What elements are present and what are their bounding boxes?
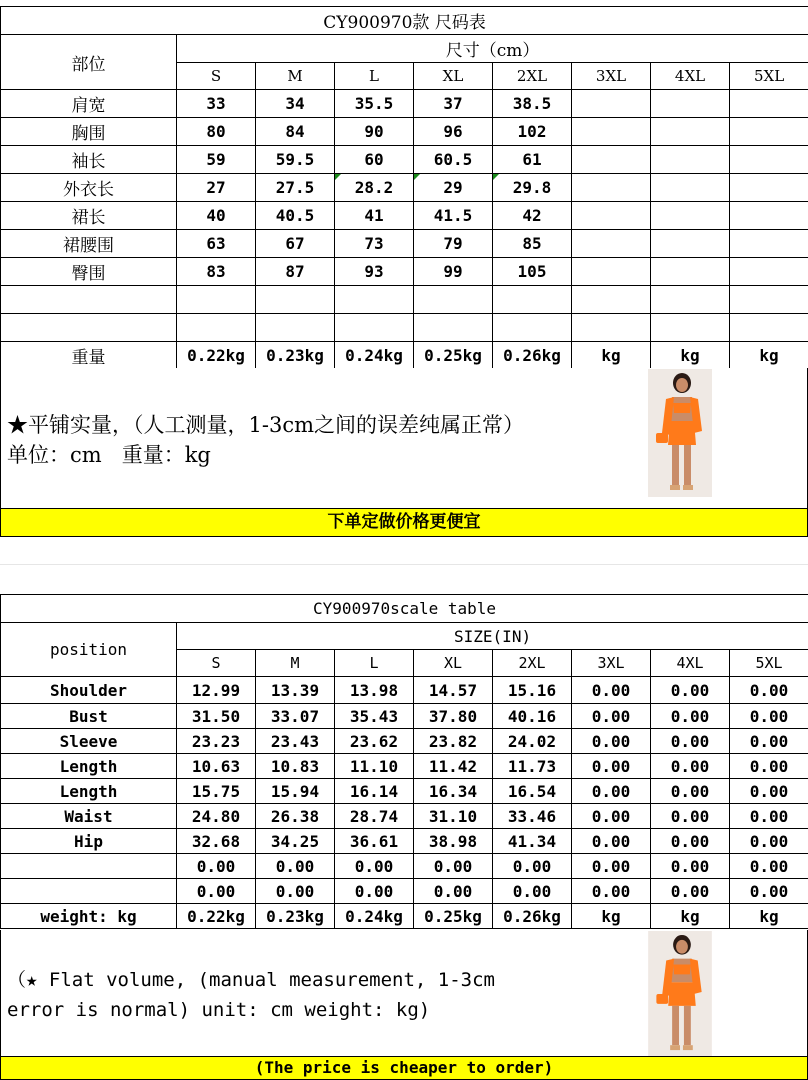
- table-cell: 61: [493, 146, 572, 174]
- table-cell: 41.34: [493, 829, 572, 854]
- table-row: [1, 258, 808, 286]
- table-cell: 13.39: [256, 677, 335, 704]
- table-cell: [730, 314, 808, 342]
- table-cell: kg: [730, 904, 808, 929]
- table-cell: [651, 118, 730, 146]
- table-cell: [177, 286, 256, 314]
- model-photo: [648, 369, 712, 497]
- table-cell: [730, 146, 808, 174]
- table-cell: 29.8: [493, 174, 572, 202]
- row-label: 胸围: [1, 118, 177, 146]
- table-cell: 93: [335, 258, 414, 286]
- table-cell: 0.00: [651, 677, 730, 704]
- size-header-2xl: 2XL: [493, 63, 572, 90]
- table-cell: 11.42: [414, 754, 493, 779]
- table-cell: [730, 202, 808, 230]
- table-cell: 33: [177, 90, 256, 118]
- table-cell: 0.00: [414, 879, 493, 904]
- banner-cn: 下单定做价格更便宜: [0, 508, 808, 537]
- row-label: [1, 854, 177, 879]
- size-header-m: M: [256, 650, 335, 677]
- table-row: [1, 90, 808, 118]
- table-row: [1, 202, 808, 230]
- comment-marker-icon: [414, 174, 420, 180]
- table-cell: 0.00: [651, 854, 730, 879]
- table-cell: 40: [177, 202, 256, 230]
- table-cell: 41.5: [414, 202, 493, 230]
- table-row: [1, 286, 808, 314]
- table-cell: 0.25kg: [414, 342, 493, 369]
- size-header-3xl: 3XL: [572, 650, 651, 677]
- table-cell: 0.00: [730, 829, 808, 854]
- row-label: Bust: [1, 704, 177, 729]
- table-row: [1, 779, 808, 804]
- table-cell: 24.80: [177, 804, 256, 829]
- row-label: Length: [1, 779, 177, 804]
- table-cell: 38.98: [414, 829, 493, 854]
- comment-marker-icon: [493, 174, 499, 180]
- table-cell: 0.00: [651, 804, 730, 829]
- table-row: [1, 804, 808, 829]
- table-cell: 42: [493, 202, 572, 230]
- table-cell: 31.50: [177, 704, 256, 729]
- table-cell: [572, 118, 651, 146]
- table-cell: 12.99: [177, 677, 256, 704]
- table-cell: kg: [730, 342, 808, 369]
- row-label: 袖长: [1, 146, 177, 174]
- row-label: [1, 879, 177, 904]
- table-title: CY900970scale table: [1, 595, 808, 623]
- table-cell: [335, 286, 414, 314]
- table-cell: kg: [572, 904, 651, 929]
- table-cell: 83: [177, 258, 256, 286]
- table-cell: 16.14: [335, 779, 414, 804]
- table-cell: 34.25: [256, 829, 335, 854]
- size-header-5xl: 5XL: [730, 63, 808, 90]
- table-cell: 15.75: [177, 779, 256, 804]
- table-cell: 63: [177, 230, 256, 258]
- table-cell: 0.00: [572, 729, 651, 754]
- table-cell: 73: [335, 230, 414, 258]
- table-cell: 0.00: [730, 729, 808, 754]
- table-cell: 32.68: [177, 829, 256, 854]
- unit-header: 尺寸（cm）: [177, 35, 808, 63]
- size-header-2xl: 2XL: [493, 650, 572, 677]
- table-cell: [730, 286, 808, 314]
- table-row: [1, 704, 808, 729]
- table-cell: 40.5: [256, 202, 335, 230]
- table-cell: 31.10: [414, 804, 493, 829]
- table-cell: 0.00: [493, 879, 572, 904]
- table-cell: 102: [493, 118, 572, 146]
- row-label: [1, 286, 177, 314]
- size-header-4xl: 4XL: [651, 63, 730, 90]
- table-cell: 15.94: [256, 779, 335, 804]
- table-cell: [651, 146, 730, 174]
- model-figure-icon: [648, 931, 712, 1057]
- table-cell: 0.00: [730, 804, 808, 829]
- row-label: Length: [1, 754, 177, 779]
- table-cell: 35.43: [335, 704, 414, 729]
- table-cell: 80: [177, 118, 256, 146]
- row-label: 裙腰围: [1, 230, 177, 258]
- table-cell: 0.00: [651, 704, 730, 729]
- table-cell: 0.23kg: [256, 904, 335, 929]
- row-label: 臀围: [1, 258, 177, 286]
- table-cell: [730, 90, 808, 118]
- table-cell: [730, 230, 808, 258]
- table-cell: [651, 314, 730, 342]
- table-cell: [730, 174, 808, 202]
- table-cell: 28.2: [335, 174, 414, 202]
- table-cell: [414, 314, 493, 342]
- row-label: 重量: [1, 342, 177, 369]
- table-cell: 29: [414, 174, 493, 202]
- table-cell: kg: [572, 342, 651, 369]
- table-cell: [335, 314, 414, 342]
- table-cell: 34: [256, 90, 335, 118]
- size-header-5xl: 5XL: [730, 650, 808, 677]
- table-cell: 27.5: [256, 174, 335, 202]
- table-cell: 35.5: [335, 90, 414, 118]
- table-cell: 14.57: [414, 677, 493, 704]
- table-cell: 24.02: [493, 729, 572, 754]
- table-cell: 33.46: [493, 804, 572, 829]
- row-label: 裙长: [1, 202, 177, 230]
- table-row: [1, 729, 808, 754]
- note-line-2: 单位：cm 重量：kg: [7, 443, 211, 467]
- table-title: CY900970款 尺码表: [1, 7, 808, 35]
- table-cell: 0.00: [730, 854, 808, 879]
- row-label: Hip: [1, 829, 177, 854]
- table-cell: 23.62: [335, 729, 414, 754]
- table-cell: 26.38: [256, 804, 335, 829]
- table-cell: [572, 314, 651, 342]
- size-table-en: [0, 594, 808, 929]
- table-cell: 15.16: [493, 677, 572, 704]
- comment-marker-icon: [335, 174, 341, 180]
- row-label: Waist: [1, 804, 177, 829]
- table-cell: [256, 314, 335, 342]
- table-cell: [730, 258, 808, 286]
- table-cell: 40.16: [493, 704, 572, 729]
- table-cell: 0.00: [493, 854, 572, 879]
- unit-header: SIZE(IN): [177, 623, 808, 650]
- note-line-2: error is normal) unit: cm weight: kg): [7, 999, 431, 1021]
- row-label: 外衣长: [1, 174, 177, 202]
- table-cell: [572, 174, 651, 202]
- table-cell: 37: [414, 90, 493, 118]
- table-row: [1, 146, 808, 174]
- table-cell: 0.22kg: [177, 342, 256, 369]
- table-cell: 27: [177, 174, 256, 202]
- table-cell: 85: [493, 230, 572, 258]
- row-label: 肩宽: [1, 90, 177, 118]
- table-cell: [572, 258, 651, 286]
- table-row: [1, 314, 808, 342]
- table-cell: [572, 286, 651, 314]
- note-line-1: ★平铺实量，（人工测量，1-3cm之间的误差纯属正常）: [7, 413, 524, 437]
- table-cell: 0.00: [730, 779, 808, 804]
- table-cell: [493, 314, 572, 342]
- table-cell: 0.00: [335, 854, 414, 879]
- table-cell: 16.34: [414, 779, 493, 804]
- table-cell: 67: [256, 230, 335, 258]
- table-row: [1, 174, 808, 202]
- table-cell: 0.00: [651, 779, 730, 804]
- table-cell: 0.00: [572, 704, 651, 729]
- table-cell: 59: [177, 146, 256, 174]
- table-cell: 0.00: [177, 879, 256, 904]
- table-cell: 0.00: [572, 677, 651, 704]
- table-cell: 0.00: [651, 729, 730, 754]
- table-cell: [572, 146, 651, 174]
- table-cell: 0.00: [335, 879, 414, 904]
- table-cell: 0.00: [256, 854, 335, 879]
- table-cell: [256, 286, 335, 314]
- table-row: [1, 754, 808, 779]
- table-cell: 87: [256, 258, 335, 286]
- table-cell: 0.00: [572, 804, 651, 829]
- table-row: [1, 904, 808, 929]
- table-cell: 11.10: [335, 754, 414, 779]
- size-header-m: M: [256, 63, 335, 90]
- table-cell: 90: [335, 118, 414, 146]
- table-cell: 59.5: [256, 146, 335, 174]
- table-cell: [651, 202, 730, 230]
- table-cell: 105: [493, 258, 572, 286]
- size-table-cn: [0, 6, 808, 369]
- table-cell: 0.00: [730, 677, 808, 704]
- table-cell: 0.24kg: [335, 342, 414, 369]
- table-cell: 16.54: [493, 779, 572, 804]
- table-cell: 23.43: [256, 729, 335, 754]
- table-cell: [651, 258, 730, 286]
- size-header-4xl: 4XL: [651, 650, 730, 677]
- table-cell: 23.23: [177, 729, 256, 754]
- table-cell: 0.00: [730, 754, 808, 779]
- table-cell: kg: [651, 342, 730, 369]
- table-cell: 13.98: [335, 677, 414, 704]
- table-cell: 96: [414, 118, 493, 146]
- table-cell: 38.5: [493, 90, 572, 118]
- table-cell: 0.00: [730, 704, 808, 729]
- table-cell: 10.63: [177, 754, 256, 779]
- table-cell: [414, 286, 493, 314]
- table-cell: [651, 174, 730, 202]
- size-header-xl: XL: [414, 650, 493, 677]
- table-cell: 36.61: [335, 829, 414, 854]
- table-cell: 41: [335, 202, 414, 230]
- table-row: [1, 829, 808, 854]
- table-cell: 23.82: [414, 729, 493, 754]
- table-cell: [730, 118, 808, 146]
- table-cell: 0.26kg: [493, 342, 572, 369]
- table-cell: 0.26kg: [493, 904, 572, 929]
- table-cell: 79: [414, 230, 493, 258]
- table-cell: 0.00: [256, 879, 335, 904]
- table-row: [1, 342, 808, 369]
- table-cell: 37.80: [414, 704, 493, 729]
- table-row: [1, 230, 808, 258]
- table-cell: [493, 286, 572, 314]
- note-line-1: （★ Flat volume, (manual measurement, 1-3cm: [7, 969, 495, 991]
- table-cell: [177, 314, 256, 342]
- table-cell: 84: [256, 118, 335, 146]
- table-cell: 11.73: [493, 754, 572, 779]
- model-photo: [648, 931, 712, 1057]
- size-header-xl: XL: [414, 63, 493, 90]
- table-cell: 0.00: [572, 754, 651, 779]
- table-cell: [651, 90, 730, 118]
- table-cell: 0.00: [572, 854, 651, 879]
- table-cell: kg: [651, 904, 730, 929]
- row-label: Sleeve: [1, 729, 177, 754]
- table-cell: 0.00: [177, 854, 256, 879]
- table-cell: 0.00: [414, 854, 493, 879]
- table-cell: 28.74: [335, 804, 414, 829]
- table-cell: [651, 230, 730, 258]
- table-row: [1, 854, 808, 879]
- row-label: Shoulder: [1, 677, 177, 704]
- divider: [0, 564, 808, 565]
- table-cell: 0.00: [651, 754, 730, 779]
- table-cell: 0.00: [651, 879, 730, 904]
- table-cell: 0.00: [651, 829, 730, 854]
- row-label: weight: kg: [1, 904, 177, 929]
- table-cell: 0.00: [572, 879, 651, 904]
- size-header-l: L: [335, 650, 414, 677]
- table-cell: 0.24kg: [335, 904, 414, 929]
- table-cell: 0.23kg: [256, 342, 335, 369]
- table-cell: [572, 230, 651, 258]
- table-cell: 60.5: [414, 146, 493, 174]
- size-header-s: S: [177, 63, 256, 90]
- size-header-l: L: [335, 63, 414, 90]
- table-cell: 60: [335, 146, 414, 174]
- table-cell: 99: [414, 258, 493, 286]
- model-figure-icon: [648, 369, 712, 497]
- table-cell: 0.00: [730, 879, 808, 904]
- table-cell: [572, 202, 651, 230]
- table-row: [1, 677, 808, 704]
- table-cell: 0.22kg: [177, 904, 256, 929]
- table-row: [1, 879, 808, 904]
- size-header-3xl: 3XL: [572, 63, 651, 90]
- table-cell: 0.00: [572, 779, 651, 804]
- table-cell: [572, 90, 651, 118]
- table-cell: 10.83: [256, 754, 335, 779]
- table-cell: 0.00: [572, 829, 651, 854]
- table-row: [1, 118, 808, 146]
- table-cell: 33.07: [256, 704, 335, 729]
- table-cell: 0.25kg: [414, 904, 493, 929]
- row-label: [1, 314, 177, 342]
- banner-en: (The price is cheaper to order): [0, 1056, 808, 1080]
- size-header-s: S: [177, 650, 256, 677]
- position-header: position: [1, 623, 177, 677]
- position-header: 部位: [1, 35, 177, 90]
- table-cell: [651, 286, 730, 314]
